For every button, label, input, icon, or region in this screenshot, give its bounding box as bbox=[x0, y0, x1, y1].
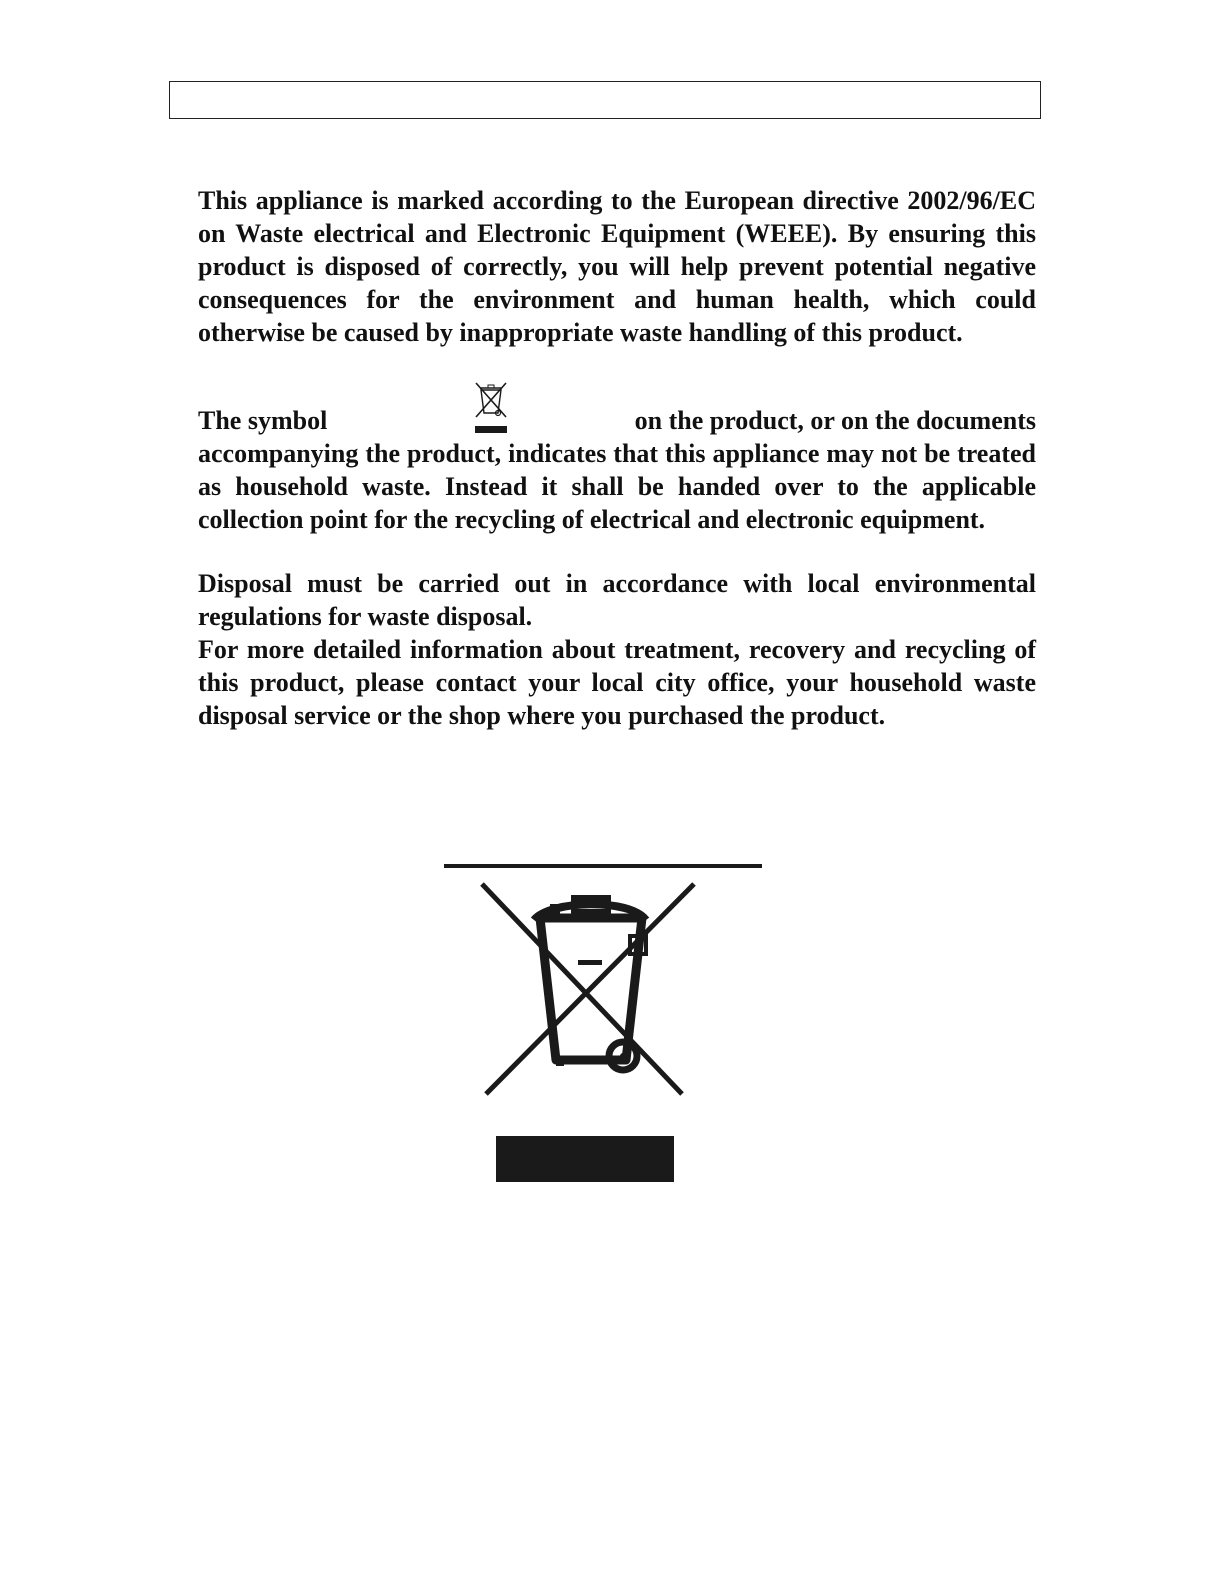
symbol-line bbox=[198, 373, 1036, 437]
document-body bbox=[198, 184, 1036, 732]
paragraph-more-information: For more detailed information about treatment, recovery and recycling of this product, please contact your local city office, your household waste disposal service or the shop where you purchased the product. bbox=[198, 635, 1036, 730]
paragraph-local-regulations: Disposal must be carried out in accordance with local environmental regulations for waste disposal. bbox=[198, 569, 1036, 631]
crossed-out-bin-icon bbox=[471, 381, 511, 439]
paragraph-weee-directive: This appliance is marked according to the European directive 2002/96/EC on Waste electrical and Electronic Equipment (WEEE). By ensuring this product is disposed of correctly, you will help prevent potential negative consequences for the environment and human health, which could otherwise be caused by inappropriate waste handling of this product. bbox=[198, 186, 1036, 347]
weee-bin-symbol-icon bbox=[440, 860, 770, 1190]
symbol-line-end: on the product, or on the documents bbox=[634, 406, 1036, 435]
paragraph-symbol-rest: accompanying the product, indicates that this appliance may not be treated as household waste. Instead it shall be handed over to the applicable collection point for the recycling of electrical and electronic equipment. bbox=[198, 439, 1036, 534]
symbol-line-start: The symbol bbox=[198, 406, 328, 435]
header-box bbox=[169, 81, 1041, 119]
paragraph-symbol bbox=[198, 373, 1036, 536]
